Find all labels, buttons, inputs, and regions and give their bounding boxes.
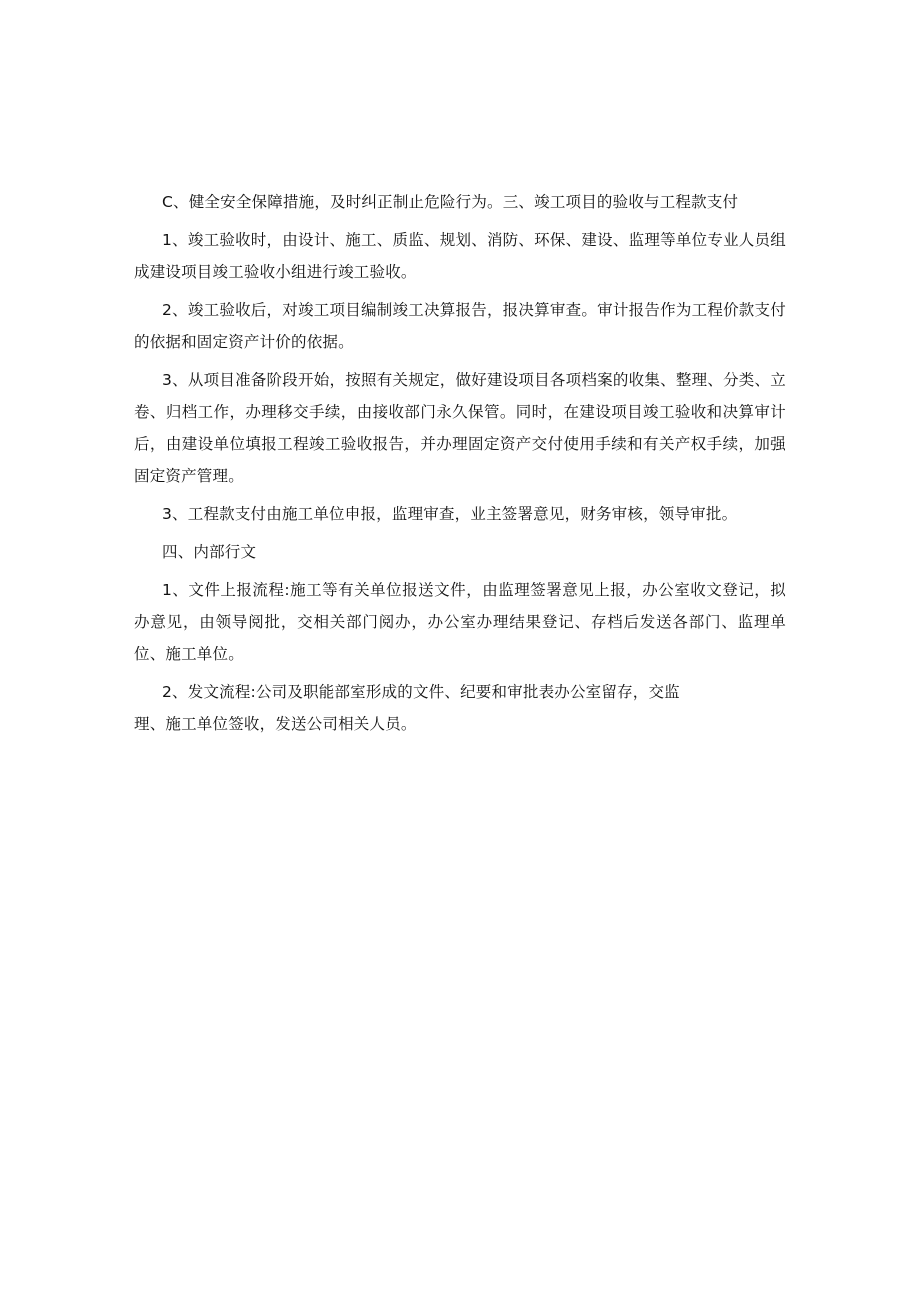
paragraph-final-accounts: 2、竣工验收后，对竣工项目编制竣工决算报告，报决算审查。审计报告作为工程价款支付的依据和固定资产计价的依据。 <box>134 301 786 351</box>
paragraph-document-submission: 1、文件上报流程:施工等有关单位报送文件，由监理签署意见上报，办公室收文登记，拟办意见，由领导阅批，交相关部门阅办，办公室办理结果登记、存档后发送各部门、监理单位、施工单位。 <box>134 581 786 663</box>
paragraph-archives: 3、从项目准备阶段开始，按照有关规定，做好建设项目各项档案的收集、整理、分类、立卷、归档工作，办理移交手续，由接收部门永久保管。同时，在建设项目竣工验收和决算审计后，由建设单位填报工程竣工验收报告，并办理固定资产交付使用手续和有关产权手续，加强固定资产管理。 <box>134 371 786 485</box>
issuing-line-2: 理、施工单位签收，发送公司相关人员。 <box>134 715 417 733</box>
paragraph-safety-measures: C、健全安全保障措施，及时纠正制止危险行为。三、竣工项目的验收与工程款支付 <box>162 193 739 211</box>
section-heading-internal-documents: 四、内部行文 <box>162 543 257 561</box>
paragraph-document-issuing <box>134 676 786 740</box>
paragraph-payment-process: 3、工程款支付由施工单位申报，监理审查，业主签署意见，财务审核，领导审批。 <box>162 505 738 523</box>
document-body <box>134 186 786 740</box>
issuing-line-1: 2、发文流程:公司及职能部室形成的文件、纪要和审批表办公室留存，交监 <box>162 683 680 701</box>
paragraph-completion-acceptance: 1、竣工验收时，由设计、施工、质监、规划、消防、环保、建设、监理等单位专业人员组成建设项目竣工验收小组进行竣工验收。 <box>134 231 786 281</box>
